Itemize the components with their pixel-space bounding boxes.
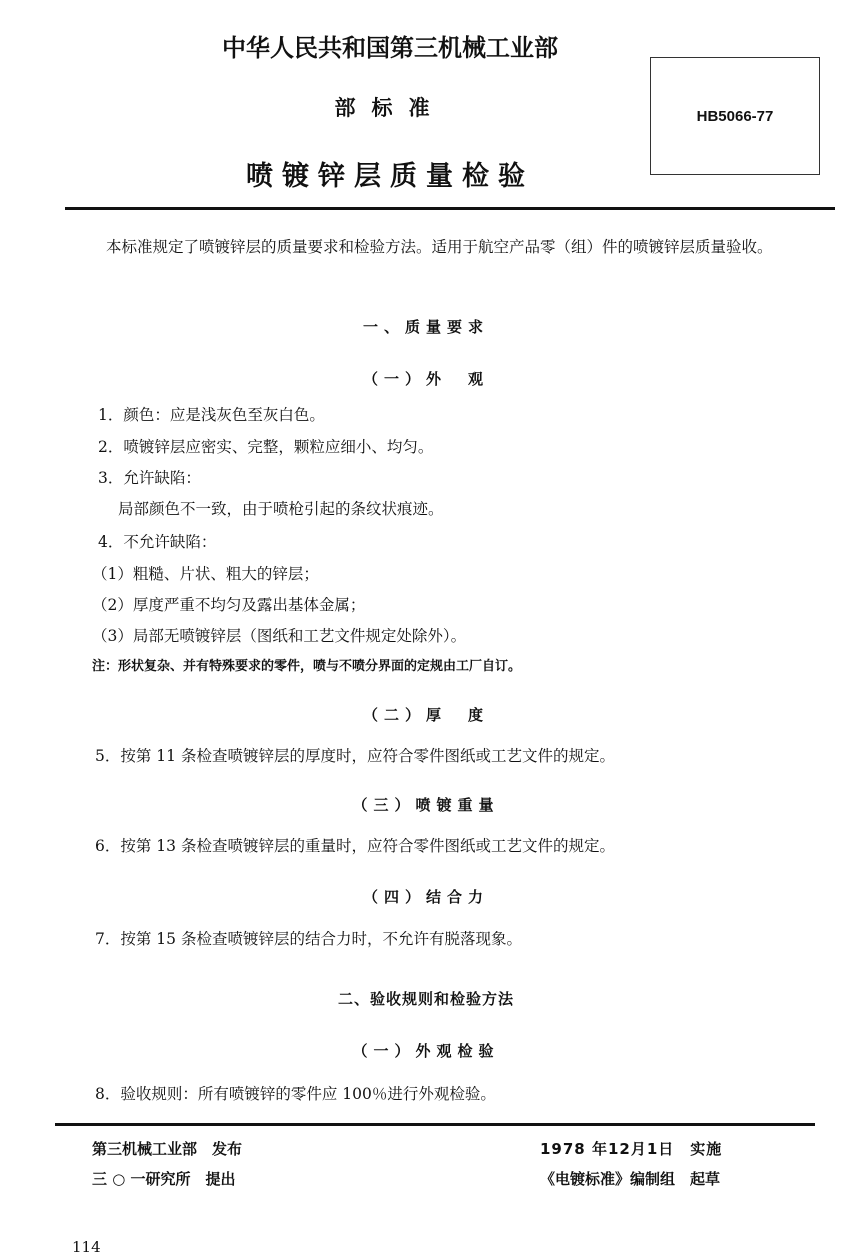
page-number: 114	[72, 1238, 101, 1256]
list-item: （2）厚度严重不均匀及露出基体金属；	[92, 596, 366, 614]
subsection-heading: （一）外 观	[362, 370, 489, 388]
subsection-heading: （四）结合力	[362, 888, 489, 906]
document-title: 喷镀锌层质量检验	[246, 161, 534, 192]
list-item: 4．不允许缺陷：	[98, 533, 217, 551]
note: 注：形状复杂、并有特殊要求的零件，喷与不喷分界面的定规由工厂自订。	[92, 659, 522, 674]
standard-type: 部标准	[334, 96, 446, 120]
list-item: 局部颜色不一致，由于喷枪引起的条纹状痕迹。	[118, 500, 444, 518]
list-item: （3）局部无喷镀锌层（图纸和工艺文件规定处除外）。	[92, 627, 467, 645]
ministry-name: 中华人民共和国第三机械工业部	[222, 34, 558, 62]
list-item: 7．按第 15 条检查喷镀锌层的结合力时，不允许有脱落现象。	[95, 930, 522, 948]
effective-date: 1978 年12月1日 实施	[540, 1140, 723, 1158]
intro-paragraph: 本标准规定了喷镀锌层的质量要求和检验方法。适用于航空产品零（组）件的喷镀锌层质量验收。	[106, 238, 773, 256]
list-item: （1）粗糙、片状、粗大的锌层；	[92, 565, 319, 583]
section-heading: 二、验收规则和检验方法	[337, 990, 514, 1008]
list-item: 2．喷镀锌层应密实、完整，颗粒应细小、均匀。	[98, 438, 434, 456]
proposer: 三 ○ 一研究所 提出	[92, 1170, 236, 1188]
list-item: 6．按第 13 条检查喷镀锌层的重量时，应符合零件图纸或工艺文件的规定。	[95, 837, 615, 855]
drafter: 《电镀标准》编制组 起草	[540, 1170, 721, 1188]
issuer: 第三机械工业部 发布	[92, 1140, 243, 1158]
list-item: 1．颜色：应是浅灰色至灰白色。	[98, 406, 325, 424]
standard-code: HB5066-77	[696, 107, 774, 125]
header-divider	[65, 207, 835, 210]
subsection-heading: （二）厚 度	[362, 706, 489, 724]
list-item: 3．允许缺陷：	[98, 469, 201, 487]
standard-code-box	[650, 57, 820, 175]
list-item: 8．验收规则：所有喷镀锌的零件应 100％进行外观检验。	[95, 1085, 496, 1103]
section-heading: 一、质量要求	[362, 318, 489, 336]
list-item: 5．按第 11 条检查喷镀锌层的厚度时，应符合零件图纸或工艺文件的规定。	[95, 747, 615, 765]
subsection-heading: （三）喷镀重量	[352, 796, 500, 814]
footer-divider	[55, 1123, 815, 1126]
subsection-heading: （一）外观检验	[352, 1042, 500, 1060]
